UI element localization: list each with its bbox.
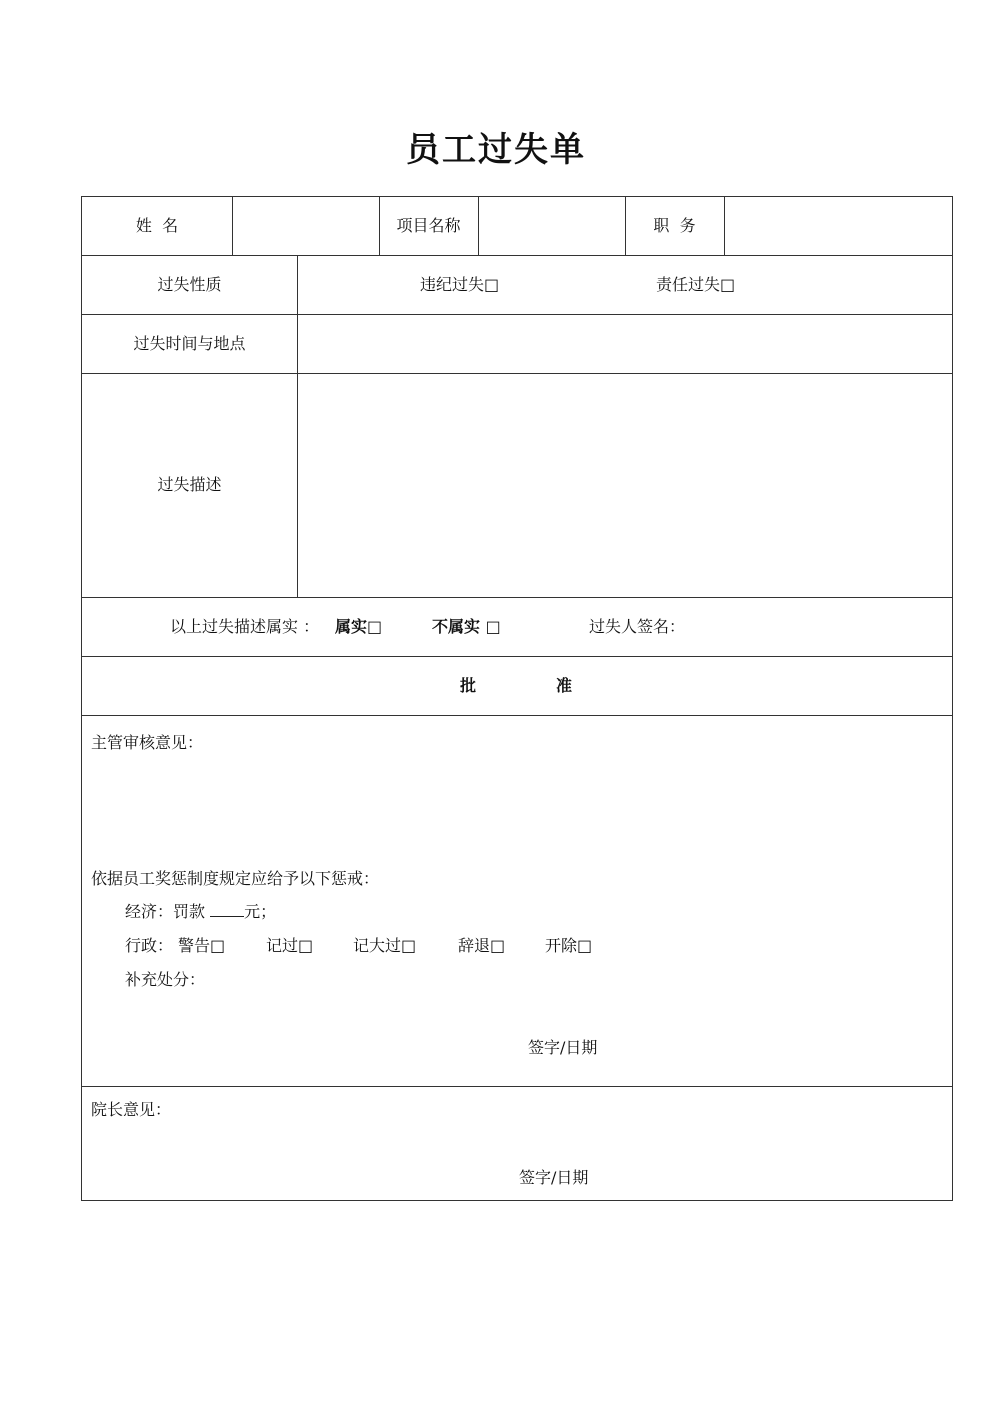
signature-label: 过失人签名： (589, 617, 686, 636)
nature-label: 过失性质 (157, 275, 222, 294)
row-divider (82, 1086, 952, 1087)
supervisor-sign-date: 签字/日期 (528, 1038, 598, 1057)
supervisor-opinion-label: 主管审核意见： (91, 733, 204, 752)
confirm-label: 以上过失描述属实 ： (170, 617, 320, 636)
fine-amount-field[interactable] (210, 902, 244, 917)
position-field[interactable] (725, 197, 952, 255)
penalty-basis-text: 依据员工奖惩制度规定应给予以下惩戒： (91, 869, 380, 888)
fine-prefix: 经济：罚款 (125, 902, 211, 921)
fine-line (125, 902, 276, 922)
row-divider (82, 597, 952, 598)
row-divider (82, 255, 952, 256)
director-opinion-label: 院长意见： (91, 1100, 172, 1119)
description-field[interactable] (298, 374, 952, 597)
project-label: 项目名称 (396, 216, 461, 235)
dismiss-checkbox[interactable]: 辞退□ (458, 936, 506, 955)
false-checkbox[interactable]: 不属实 □ (432, 617, 501, 636)
time-place-label: 过失时间与地点 (133, 334, 246, 353)
major-demerit-checkbox[interactable]: 记大过□ (353, 936, 417, 955)
row-divider (82, 656, 952, 657)
supplement-label: 补充处分： (125, 970, 206, 989)
time-place-field[interactable] (298, 315, 952, 373)
warning-checkbox[interactable]: 警告□ (178, 936, 226, 955)
expel-checkbox[interactable]: 开除□ (545, 936, 593, 955)
admin-prefix: 行政： (125, 936, 174, 955)
row-divider (82, 715, 952, 716)
name-field[interactable] (233, 197, 379, 255)
approve-label-left: 批 (460, 676, 477, 695)
name-label: 姓 名 (135, 216, 179, 235)
project-field[interactable] (479, 197, 625, 255)
fine-suffix: 元； (244, 902, 277, 921)
responsibility-checkbox[interactable]: 责任过失□ (656, 275, 736, 294)
description-label: 过失描述 (157, 475, 222, 494)
true-checkbox[interactable]: 属实□ (335, 617, 383, 636)
approve-label-right: 准 (556, 676, 573, 695)
misconduct-form (81, 196, 953, 1201)
director-sign-date: 签字/日期 (519, 1168, 589, 1187)
page-title: 员工过失单 (406, 130, 586, 170)
position-label: 职 务 (653, 216, 696, 235)
discipline-checkbox[interactable]: 违纪过失□ (420, 275, 500, 294)
demerit-checkbox[interactable]: 记过□ (266, 936, 314, 955)
